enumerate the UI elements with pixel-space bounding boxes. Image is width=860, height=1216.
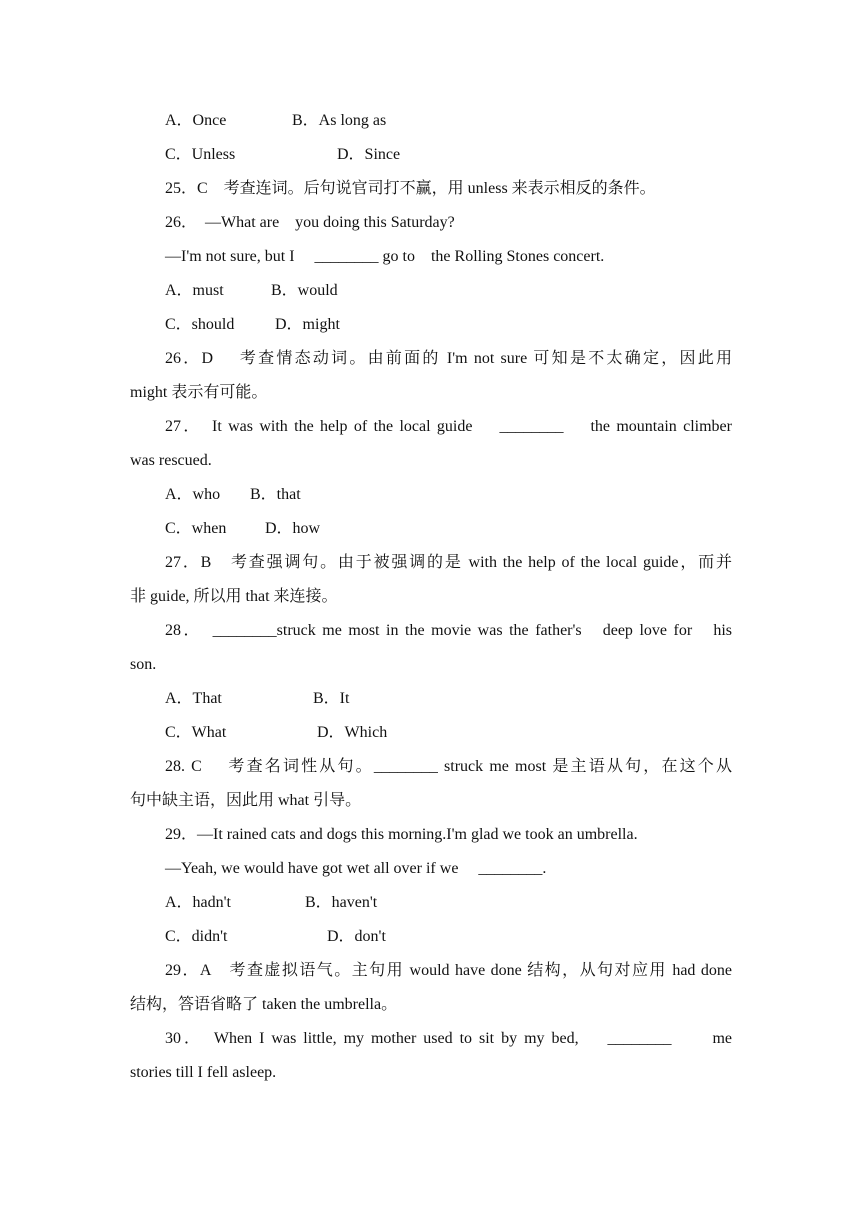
answer-explanation: might 表示有可能。 [130, 384, 268, 401]
options-row [165, 716, 732, 750]
options-row [165, 138, 732, 172]
answer-explanation: 25．C 考查连词。后句说官司打不赢，用 unless 来表示相反的条件。 [165, 180, 656, 197]
answer-explanation: 29．A 考查虚拟语气。主句用 would have done 结构，从句对应用 had done [165, 962, 732, 979]
answer-explanation: 非 guide, 所以用 that 来连接。 [130, 588, 338, 605]
options-row [165, 274, 732, 308]
answer-explanation: 28. C 考查名词性从句。________ struck me most 是主语从句，在这个从 [165, 758, 732, 775]
question-line: 27． It was with the help of the local guide ________ the mountain climber [165, 418, 732, 435]
option-c: C．when [165, 520, 227, 537]
options-row [165, 886, 732, 920]
option-c: C．What [165, 724, 227, 741]
question-line: stories till I fell asleep. [130, 1064, 277, 1081]
answer-explanation: 27．B 考查强调句。由于被强调的是 with the help of the local guide，而并 [165, 554, 732, 571]
option-b: B．It [313, 690, 350, 707]
option-d: D．don't [327, 928, 386, 945]
option-b: B．would [271, 282, 338, 299]
option-a: A．hadn't [165, 894, 231, 911]
question-line: —Yeah, we would have got wet all over if we ________. [165, 860, 547, 877]
options-row [165, 478, 732, 512]
question-line: —I'm not sure, but I ________ go to the Rolling Stones concert. [165, 248, 605, 265]
option-b: B．As long as [292, 112, 387, 129]
option-b: B．haven't [305, 894, 378, 911]
answer-explanation: 句中缺主语，因此用 what 引导。 [130, 792, 362, 809]
option-a: A．Once [165, 112, 227, 129]
option-c: C．didn't [165, 928, 228, 945]
option-d: D．Which [317, 724, 388, 741]
option-c: C．Unless [165, 146, 236, 163]
option-a: A．That [165, 690, 222, 707]
question-line: 29．—It rained cats and dogs this morning.I'm glad we took an umbrella. [165, 826, 638, 843]
option-a: A．who [165, 486, 221, 503]
options-row [165, 920, 732, 954]
option-b: B．that [250, 486, 301, 503]
question-line: was rescued. [130, 452, 212, 469]
options-row [165, 512, 732, 546]
question-line: 30． When I was little, my mother used to sit by my bed, ________ me [165, 1030, 732, 1047]
options-row [165, 104, 732, 138]
answer-explanation: 26．D 考查情态动词。由前面的 I'm not sure 可知是不太确定，因此用 [165, 350, 732, 367]
question-line: 26． —What are you doing this Saturday? [165, 214, 455, 231]
option-d: D．how [265, 520, 321, 537]
question-line: 28． ________struck me most in the movie was the father's deep love for his [165, 622, 732, 639]
option-d: D．Since [337, 146, 401, 163]
question-line: son. [130, 656, 157, 673]
options-row [165, 308, 732, 342]
options-row [165, 682, 732, 716]
option-a: A．must [165, 282, 224, 299]
answer-explanation: 结构，答语省略了 taken the umbrella。 [130, 996, 398, 1013]
option-c: C．should [165, 316, 235, 333]
option-d: D．might [275, 316, 340, 333]
